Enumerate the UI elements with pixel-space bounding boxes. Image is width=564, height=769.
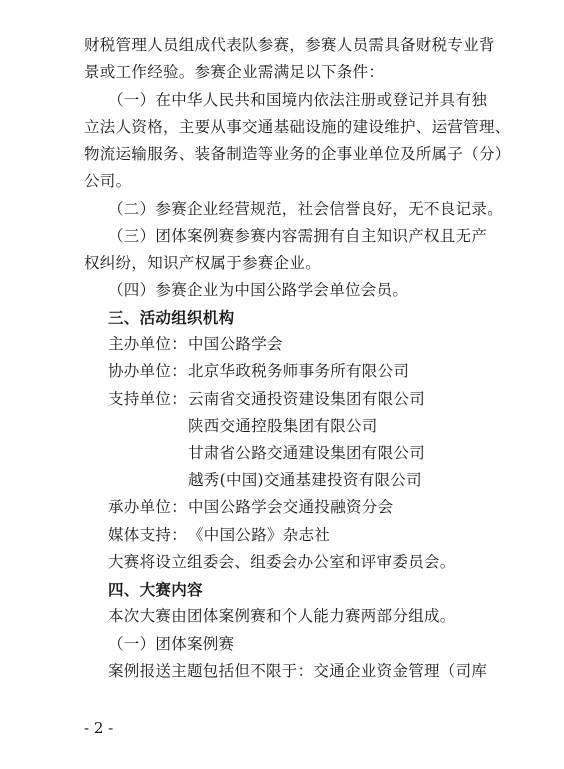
support-unit: 甘肃省公路交通建设集团有限公司 <box>188 444 426 462</box>
section-4-line: 本次大赛由团体案例赛和个人能力赛两部分组成。 <box>108 607 456 625</box>
undertake-value: 中国公路学会交通投融资分会 <box>188 498 394 516</box>
co-organizer-label: 协办单位： <box>108 362 188 380</box>
condition-1-line: 物流运输服务、装备制造等业务的企事业单位及所属子（分） <box>84 145 511 163</box>
condition-3-line: 权纠纷，知识产权属于参赛企业。 <box>84 254 322 272</box>
host-value: 中国公路学会 <box>188 335 283 353</box>
support-label: 支持单位： <box>108 390 188 408</box>
condition-3-line: （三）团体案例赛参赛内容需拥有自主知识产权且无产 <box>108 227 488 245</box>
host-label: 主办单位： <box>108 335 188 353</box>
paragraph-line: 财税管理人员组成代表队参赛，参赛人员需具备财税专业背 <box>84 36 495 54</box>
page-number: - 2 - <box>84 719 114 737</box>
undertake-label: 承办单位： <box>108 498 188 516</box>
condition-1-line: 公司。 <box>84 172 132 190</box>
media-label: 媒体支持： <box>108 526 188 544</box>
support-unit: 云南省交通投资建设集团有限公司 <box>188 390 426 408</box>
support-unit: 越秀(中国)交通基建投资有限公司 <box>188 471 422 489</box>
sub-heading: （一）团体案例赛 <box>108 635 235 653</box>
section-4-heading: 四、大赛内容 <box>108 580 203 599</box>
paragraph-line: 景或工作经验。参赛企业需满足以下条件： <box>84 63 385 81</box>
co-organizer-value: 北京华政税务师事务所有限公司 <box>188 362 410 380</box>
case-line: 案例报送主题包括但不限于：交通企业资金管理（司库 <box>108 662 488 680</box>
section-3-heading: 三、活动组织机构 <box>108 308 235 327</box>
media-value: 《中国公路》杂志社 <box>188 526 331 544</box>
condition-1-line: （一）在中华人民共和国境内依法注册或登记并具有独 <box>108 91 488 109</box>
support-unit: 陕西交通控股集团有限公司 <box>188 417 378 435</box>
condition-2-line: （二）参赛企业经营规范，社会信誉良好，无不良记录。 <box>108 200 504 218</box>
committee-line: 大赛将设立组委会、组委会办公室和评审委员会。 <box>108 553 456 571</box>
condition-4-line: （四）参赛企业为中国公路学会单位会员。 <box>108 281 409 299</box>
condition-1-line: 立法人资格，主要从事交通基础设施的建设维护、运营管理、 <box>84 118 511 136</box>
